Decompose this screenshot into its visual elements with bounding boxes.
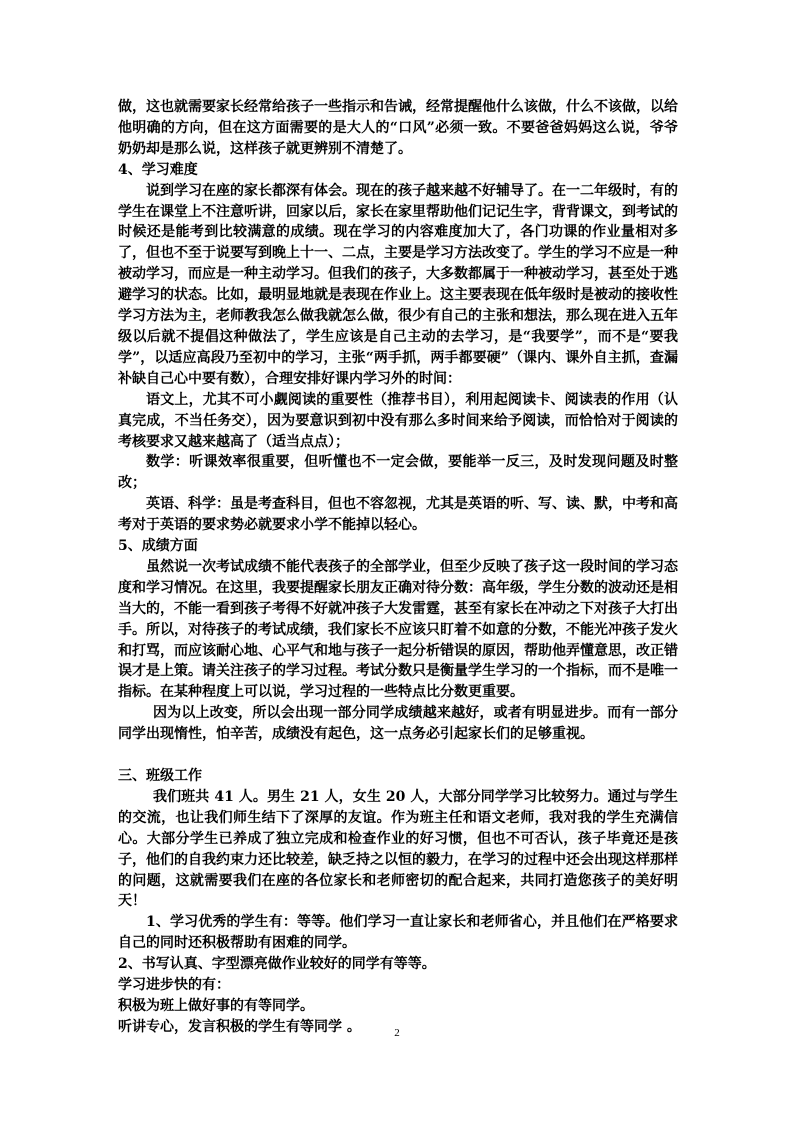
- paragraph-class-overview: 我们班共 41 人。男生 21 人，女生 20 人，大部分同学学习比较努力。通过与学生的交流，也让我们师生结下了深厚的友谊。作为班主任和语文老师，我对我的学生充满信心。大部分学生已养成了独立完成和检查作业的好习惯，但也不可否认，孩子毕竟还是孩子，他们的自我约束力还比较差，缺乏持之以恒的毅力，在学习的过程中还会出现这样那样的问题，这就需要我们在座的各位家长和老师密切的配合起来，共同打造您孩子的美好明天！: [118, 788, 678, 910]
- line-fast-progress: 学习进步快的有：: [118, 977, 230, 994]
- line-neat-writing: 2、书写认真、字型漂亮做作业较好的同学有等等。: [118, 956, 436, 973]
- page-number: 2: [394, 1027, 400, 1039]
- paragraph-changes: 因为以上改变，所以会出现一部分同学成绩越来越好，或者有明显进步。而有一部分同学出现惰性，怕辛苦，成绩没有起色，这一点务必引起家长们的足够重视。: [118, 705, 678, 743]
- paragraph-english-science: 英语、科学：虽是考查科目，但也不容忽视，尤其是英语的听、写、读、默，中考和高考对于英语的要求势必就要求小学不能掉以轻心。: [118, 496, 678, 534]
- heading-grades: 5、成绩方面: [118, 538, 198, 555]
- blank-line: [118, 745, 678, 766]
- paragraph-math: 数学：听课效率很重要，但听懂也不一定会做，要能举一反三，及时发现问题及时整改；: [118, 454, 678, 492]
- line-good-deeds: 积极为班上做好事的有等同学。: [118, 997, 314, 1014]
- paragraph-grades: 虽然说一次考试成绩不能代表孩子的全部学业，但至少反映了孩子这一段时间的学习态度和学习情况。在这里，我要提醒家长朋友正确对待分数：高年级，学生分数的波动还是相当大的，不能一看到孩子考得不好就冲孩子大发雷霆，甚至有家长在冲动之下对孩子大打出手。所以，对待孩子的考试成绩，我们家长不应该只盯着不如意的分数，不能光冲孩子发火和打骂，而应该耐心地、心平气和地与孩子一起分析错误的原因，帮助他弄懂意思，改正错误才是上策。请关注孩子的学习过程。考试分数只是衡量学生学习的一个指标，而不是唯一指标。在某种程度上可以说，学习过程的一些特点比分数更重要。: [118, 558, 678, 701]
- line-attentive-students: 听讲专心，发言积极的学生有等同学 。: [118, 1018, 361, 1035]
- paragraph-excellent-students: 1、学习优秀的学生有：等等。他们学习一直让家长和老师省心，并且他们在严格要求自己的同时还积极帮助有困难的同学。: [118, 914, 678, 952]
- paragraph-study-difficulty: 说到学习在座的家长都深有体会。现在的孩子越来越不好辅导了。在一二年级时，有的学生在课堂上不注意听讲，回家以后，家长在家里帮助他们记记生字，背背课文，到考试的时候还是能考到比较满意的成绩。现在学习的内容难度加大了，各门功课的作业量相对多了，但也不至于说要写到晚上十一、二点，主要是学习方法改变了。学生的学习不应是一种被动学习，而应是一种主动学习。但我们的孩子，大多数都属于一种被动学习，甚至处于逃避学习的状态。比如，最明显地就是表现在作业上。这主要表现在低年级时是被动的接收性学习方法为主，老师教我怎么做我就怎么做，很少有自己的主张和想法，那么现在进入五年级以后就不提倡这种做法了，学生应该是自己主动的去学习，是“我要学”，而不是“要我学”，以适应高段乃至初中的学习，主张“两手抓，两手都要硬”（课内、课外自主抓，查漏补缺自己心中要有数），合理安排好课内学习外的时间：: [118, 182, 678, 387]
- document-body: [118, 97, 678, 1038]
- paragraph-intro: 做，这也就需要家长经常给孩子一些指示和告诫，经常提醒他什么该做，什么不该做，以给他明确的方向，但在这方面需要的是大人的“口风”必须一致。不要爸爸妈妈这么说，爷爷奶奶却是那么说，这样孩子就更辨别不清楚了。: [118, 99, 678, 157]
- heading-class-work: 三、班级工作: [118, 767, 202, 784]
- heading-study-difficulty: 4、学习难度: [118, 161, 198, 178]
- paragraph-chinese: 语文上，尤其不可小觑阅读的重要性（推荐书目），利用起阅读卡、阅读表的作用（认真完成，不当任务交），因为要意识到初中没有那么多时间来给予阅读，而恰恰对于阅读的考核要求又越来越高了（适当点点）；: [118, 391, 678, 450]
